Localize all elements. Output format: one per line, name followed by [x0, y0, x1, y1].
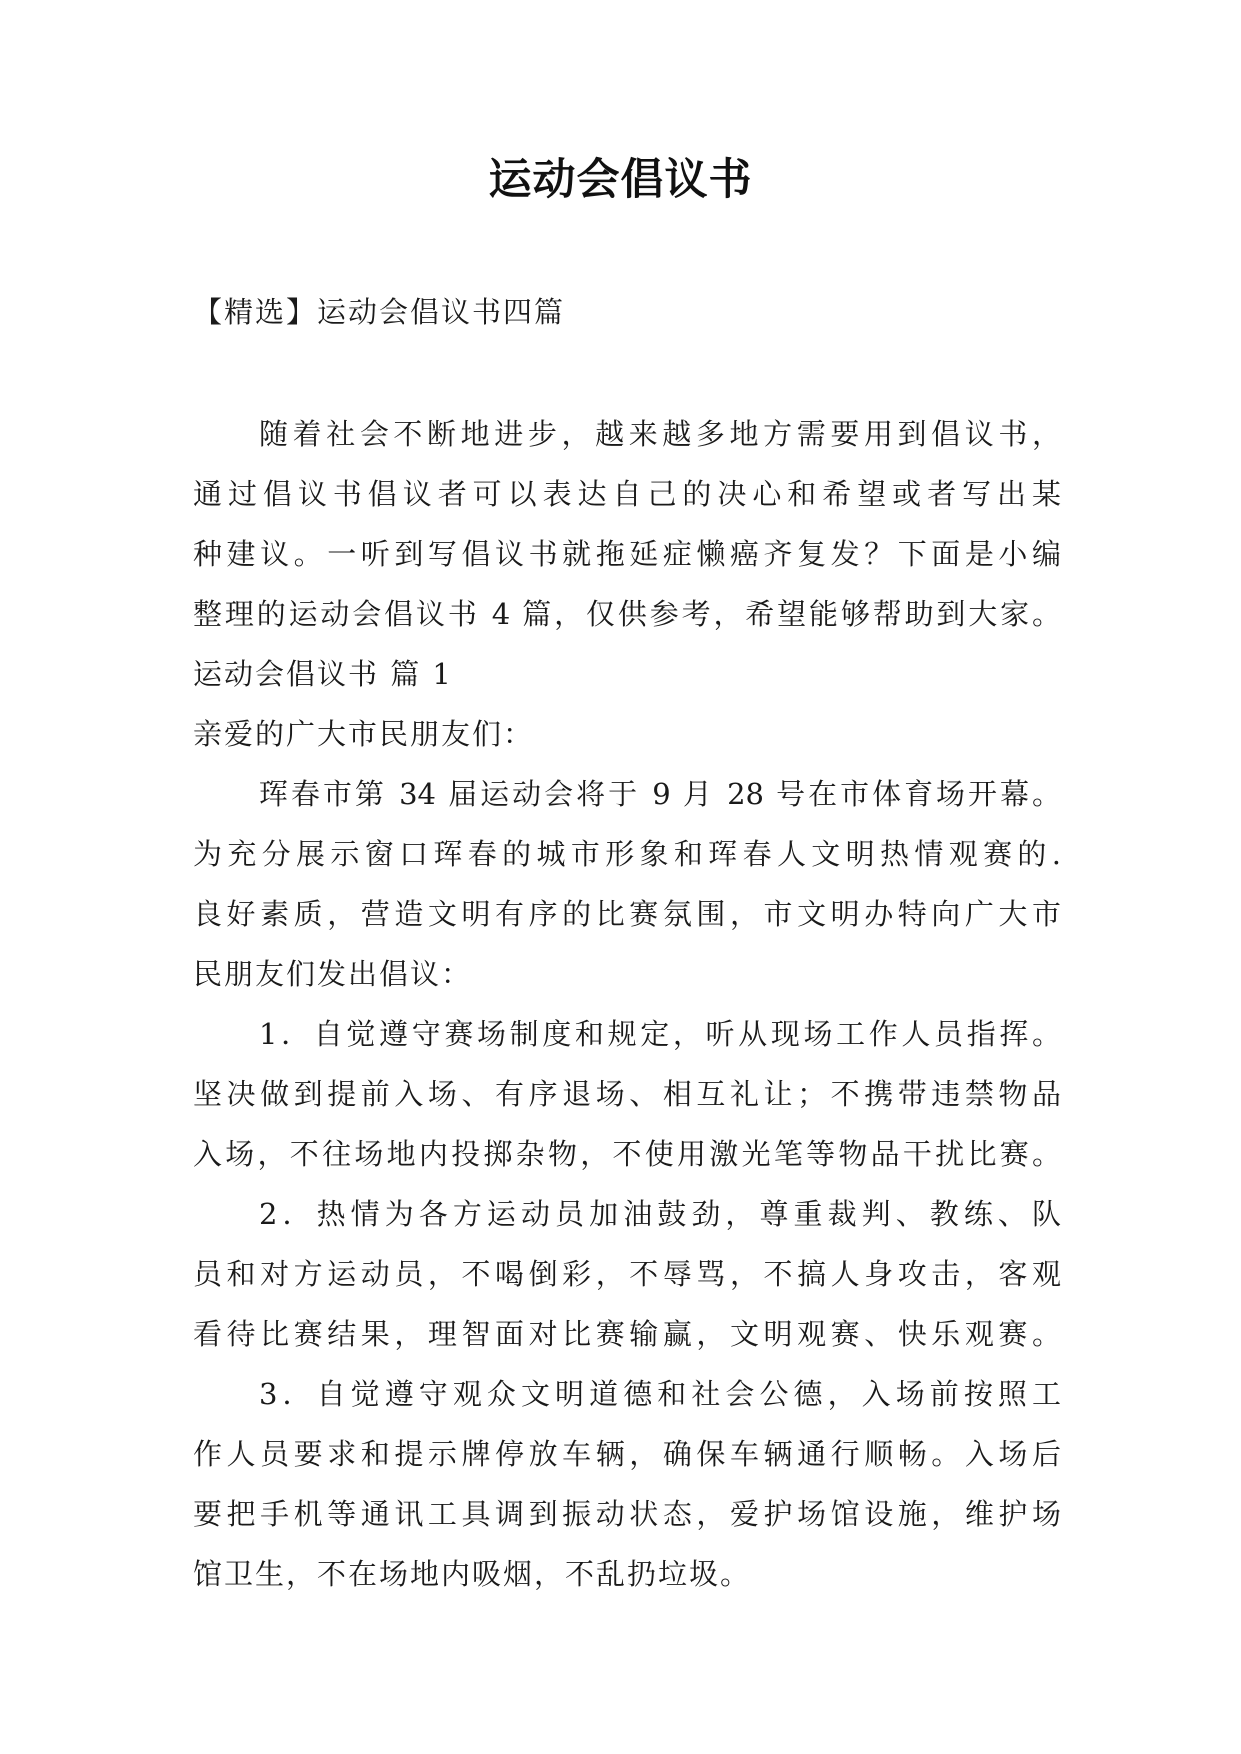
- body-line: 通过倡议书倡议者可以表达自己的决心和希望或者写出某: [193, 477, 1061, 511]
- body-line: 坚决做到提前入场、有序退场、相互礼让；不携带违禁物品: [193, 1077, 1061, 1111]
- body-line: 员和对方运动员，不喝倒彩，不辱骂，不搞人身攻击，客观: [193, 1257, 1061, 1291]
- document-title: 运动会倡议书: [488, 155, 753, 205]
- body-line: 民朋友们发出倡议：: [193, 957, 473, 991]
- section-heading: 运动会倡议书 篇 1: [193, 657, 453, 691]
- document-subtitle: 【精选】运动会倡议书四篇: [193, 295, 566, 329]
- body-line: 要把手机等通讯工具调到振动状态，爱护场馆设施，维护场: [193, 1497, 1061, 1531]
- body-line: 种建议。一听到写倡议书就拖延症懒癌齐复发？下面是小编: [193, 537, 1061, 571]
- body-line: 看待比赛结果，理智面对比赛输赢，文明观赛、快乐观赛。: [193, 1317, 1061, 1351]
- body-line: 为充分展示窗口珲春的城市形象和珲春人文明热情观赛的.: [193, 837, 1061, 871]
- body-line: 入场，不往场地内投掷杂物，不使用激光笔等物品干扰比赛。: [193, 1137, 1061, 1171]
- body-line: 随着社会不断地进步，越来越多地方需要用到倡议书，: [259, 417, 1061, 451]
- body-line: 珲春市第 34 届运动会将于 9 月 28 号在市体育场开幕。: [259, 777, 1061, 811]
- body-line: 馆卫生，不在场地内吸烟，不乱扔垃圾。: [193, 1557, 752, 1591]
- body-line: 1．自觉遵守赛场制度和规定，听从现场工作人员指挥。: [259, 1017, 1061, 1051]
- body-line: 良好素质，营造文明有序的比赛氛围，市文明办特向广大市: [193, 897, 1061, 931]
- salutation: 亲爱的广大市民朋友们：: [193, 717, 535, 751]
- document-body: [193, 404, 1061, 1604]
- body-line: 2．热情为各方运动员加油鼓劲，尊重裁判、教练、队: [259, 1197, 1061, 1231]
- body-line: 3．自觉遵守观众文明道德和社会公德，入场前按照工: [259, 1377, 1061, 1411]
- body-line: 整理的运动会倡议书 4 篇，仅供参考，希望能够帮助到大家。: [193, 597, 1061, 631]
- body-line: 作人员要求和提示牌停放车辆，确保车辆通行顺畅。入场后: [193, 1437, 1061, 1471]
